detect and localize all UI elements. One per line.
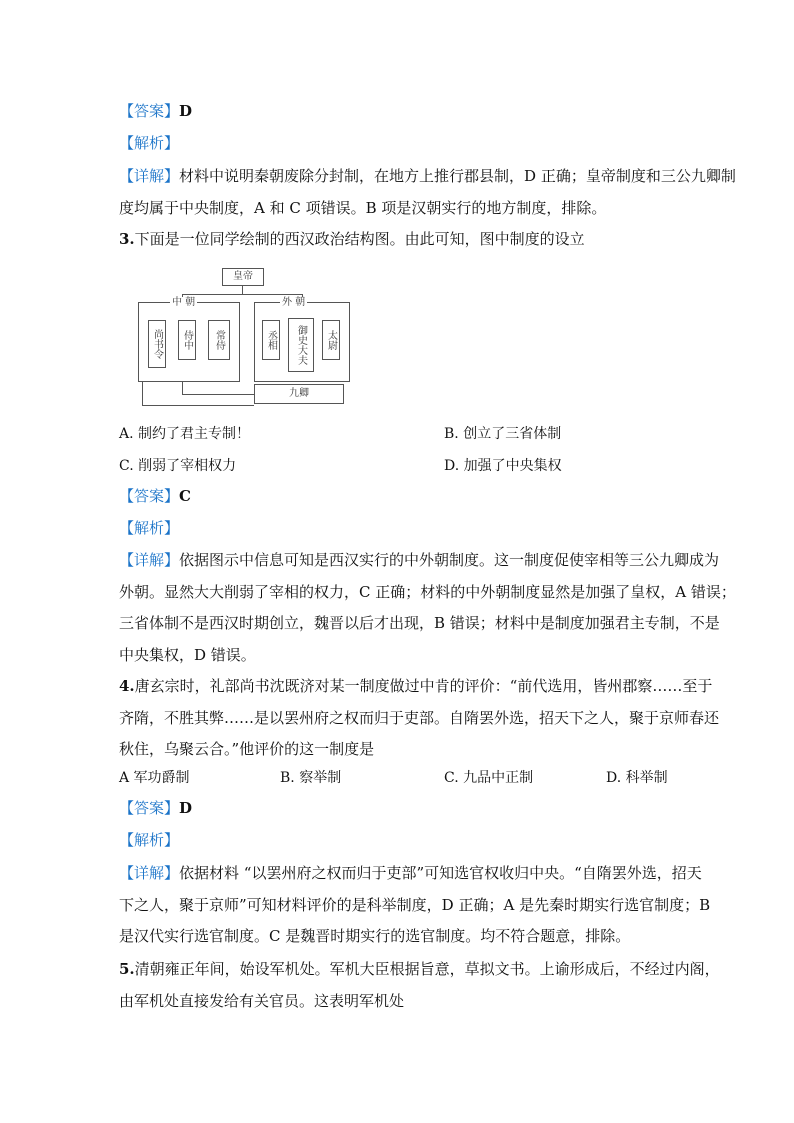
answer-value: D — [179, 799, 193, 817]
detail-text: 依据材料 “以罢州府之权而归于吏部”可知选官权收归中央。“自隋罢外选，招天 — [179, 864, 702, 882]
answer-tag: 【答案】 — [119, 799, 180, 817]
q3-option-a: A. 制约了君主专制！ — [119, 426, 251, 442]
connector — [182, 394, 254, 395]
analysis-tag: 【解析】 — [119, 831, 180, 849]
q4-detail-line-3 — [119, 926, 630, 946]
connector — [142, 405, 254, 406]
detail-text: 下之人，聚于京师”可知材料评价的是科举制度，D 正确；A 是先秦时期实行选官制度；B — [119, 896, 711, 914]
detail-line-2 — [119, 198, 606, 218]
analysis-tag: 【解析】 — [119, 134, 180, 152]
q4-option-c: C. 九品中正制 — [444, 770, 534, 786]
analysis-heading — [119, 133, 179, 153]
analysis-tag: 【解析】 — [119, 519, 180, 537]
question-5-text: 清朝雍正年间，始设军机处。军机大臣根据旨意，草拟文书。上谕形成后，不经过内阁， — [134, 960, 720, 978]
connector — [242, 286, 243, 294]
q3-answer-line — [119, 486, 191, 506]
q4-option-a: A 军功爵制 — [119, 770, 190, 786]
detail-text: 是汉代实行选官制度。C 是魏晋时期实行的选官制度。均不符合题意，排除。 — [119, 927, 631, 945]
question-4-number: 4. — [119, 677, 135, 695]
detail-text: 外朝。显然大大削弱了宰相的权力，C 正确；材料的中外朝制度显然是加强了皇权，A 错误； — [119, 583, 736, 601]
inner-item-box: 常侍 — [208, 320, 230, 360]
answer-line — [119, 101, 192, 121]
detail-text-2: 度均属于中央制度，A 和 C 项错误。B 项是汉朝实行的地方制度，排除。 — [119, 199, 607, 217]
connector — [182, 294, 302, 295]
question-4-line-3 — [119, 739, 374, 759]
outer-item-box: 太尉 — [322, 320, 340, 360]
q3-detail-line-2 — [119, 582, 736, 602]
q4-detail-line-1 — [119, 863, 702, 883]
detail-tag: 【详解】 — [119, 864, 180, 882]
question-4-line-2 — [119, 708, 719, 728]
detail-text: 三省体制不是西汉时期创立，魏晋以后才出现，B 错误；材料中是制度加强君主专制，不是 — [119, 614, 720, 632]
connector — [142, 382, 143, 406]
q4-option-d: D. 科举制 — [606, 770, 668, 786]
question-5-text: 由军机处直接发给有关官员。这表明军机处 — [119, 992, 405, 1010]
question-5-number: 5. — [119, 960, 135, 978]
q3-option-d: D. 加强了中央集权 — [444, 458, 562, 474]
answer-tag: 【答案】 — [119, 102, 180, 120]
q3-option-b: B. 创立了三省体制 — [444, 426, 562, 442]
detail-tag: 【详解】 — [119, 167, 180, 185]
q3-detail-line-3 — [119, 613, 720, 633]
nine-ministers-box: 九卿 — [254, 384, 344, 404]
inner-court-label: 中 朝 — [172, 297, 196, 308]
detail-line-1 — [119, 166, 736, 186]
question-4-text: 齐隋，不胜其弊……是以罢州府之权而归于吏部。自隋罢外选，招天下之人，聚于京师春还 — [119, 709, 720, 727]
q3-detail-line-4 — [119, 645, 256, 665]
inner-item-box: 尚书令 — [148, 320, 166, 368]
q4-analysis-heading — [119, 830, 179, 850]
question-5-line-1 — [119, 959, 720, 979]
q4-option-b: B. 察举制 — [280, 770, 342, 786]
answer-value: C — [179, 487, 191, 505]
answer-tag: 【答案】 — [119, 487, 180, 505]
question-4-text: 唐玄宗时，礼部尚书沈既济对某一制度做过中肯的评价：“前代选用，皆州郡察……至于 — [134, 677, 713, 695]
q4-answer-line — [119, 798, 192, 818]
question-3-number: 3. — [119, 230, 135, 248]
inner-item-box: 侍中 — [178, 320, 196, 360]
question-3-stem — [119, 229, 585, 249]
question-3-text: 下面是一位同学绘制的西汉政治结构图。由此可知，图中制度的设立 — [134, 230, 585, 248]
detail-tag: 【详解】 — [119, 551, 180, 569]
question-5-line-2 — [119, 991, 404, 1011]
q4-detail-line-2 — [119, 895, 710, 915]
question-4-line-1 — [119, 676, 712, 696]
detail-text-1: 材料中说明秦朝废除分封制，在地方上推行郡县制，D 正确；皇帝制度和三公九卿制 — [179, 167, 736, 185]
q3-option-c: C. 削弱了宰相权力 — [119, 458, 237, 474]
emperor-box: 皇帝 — [222, 268, 264, 286]
detail-text: 依据图示中信息可知是西汉实行的中外朝制度。这一制度促使宰相等三公九卿成为 — [179, 551, 720, 569]
answer-value: D — [179, 102, 193, 120]
outer-item-box: 丞相 — [262, 320, 280, 360]
detail-text: 中央集权，D 错误。 — [119, 646, 256, 664]
question-4-text: 秋住，乌聚云合。”他评价的这一制度是 — [119, 740, 375, 758]
q3-detail-line-1 — [119, 550, 719, 570]
q3-analysis-heading — [119, 518, 179, 538]
outer-court-label: 外 朝 — [282, 297, 306, 308]
outer-item-box: 御史大夫 — [288, 318, 314, 372]
connector — [182, 382, 183, 394]
han-political-structure-diagram — [138, 268, 350, 406]
